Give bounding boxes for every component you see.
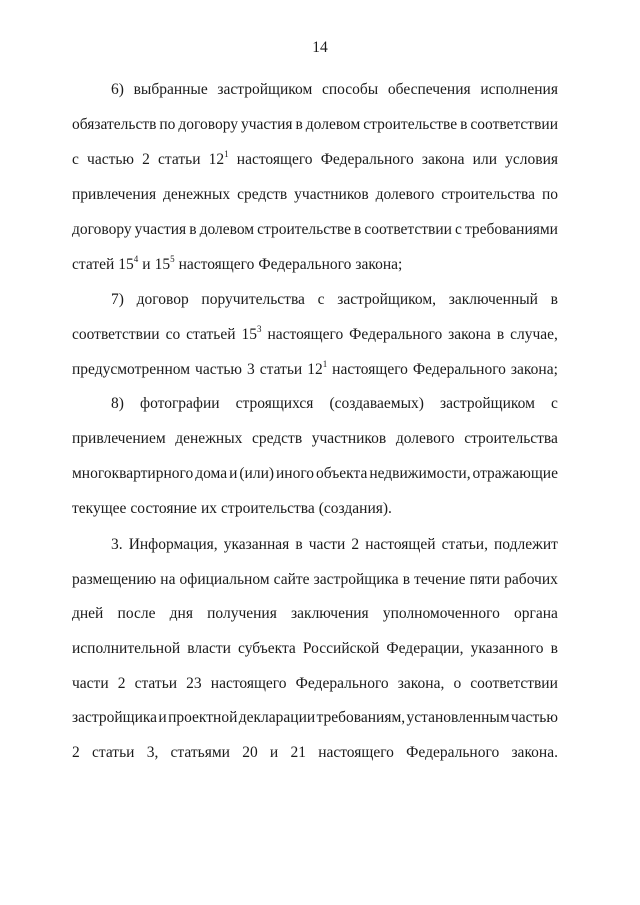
text-line [72, 150, 558, 170]
word: статьями [170, 744, 230, 761]
page-number: 14 [312, 39, 328, 56]
word: в [460, 116, 468, 133]
word: настоящего [332, 361, 408, 378]
word: долевом [199, 221, 255, 238]
word: недвижимости, [369, 465, 471, 482]
word: 3 [247, 361, 255, 378]
word: уполномоченного [382, 605, 500, 622]
text-line [111, 535, 558, 555]
superscript: 1 [224, 148, 229, 159]
word: на [160, 571, 176, 588]
word: проектной [168, 709, 238, 726]
word: закона. [511, 744, 558, 761]
word: застройщиком [217, 81, 313, 98]
word: рабочих [504, 571, 558, 588]
word: (создаваемых) [329, 395, 424, 412]
word: многоквартирного [72, 465, 194, 482]
word: дня [169, 605, 193, 622]
word: частью [195, 361, 243, 378]
word: закона [421, 151, 465, 168]
word: 7) [111, 291, 124, 308]
word: в [189, 221, 197, 238]
word: в [550, 640, 558, 657]
word: частью [87, 151, 135, 168]
word: соответствии [72, 326, 160, 343]
word: участия [241, 116, 293, 133]
superscript: 4 [133, 253, 139, 264]
word: договору [72, 221, 132, 238]
word: в [354, 221, 362, 238]
word: застройщиком, [337, 291, 437, 308]
word: $12^1$ [307, 358, 328, 378]
word: участников [311, 430, 387, 447]
word: соответствии [364, 221, 452, 238]
word: власти [187, 640, 231, 657]
word: статей [72, 256, 115, 273]
text-line [72, 570, 558, 590]
text-line [72, 255, 558, 275]
text-line [72, 639, 558, 659]
word: Федерации, [386, 640, 464, 657]
word: с [72, 151, 79, 168]
word: сайте [273, 571, 310, 588]
word: 2 [142, 151, 150, 168]
word: получения [207, 605, 277, 622]
word: $15^3$ [241, 323, 262, 343]
word: случае, [510, 326, 558, 343]
word: в [550, 291, 558, 308]
word: с [551, 395, 558, 412]
word: официальном [179, 571, 270, 588]
word: состояние [130, 500, 197, 517]
word: закона; [355, 256, 403, 273]
word: строительстве [257, 221, 351, 238]
text-line [72, 185, 558, 205]
word: декларации [238, 709, 316, 726]
word: после [117, 605, 156, 622]
word: по [159, 116, 176, 133]
word: настоящего [236, 151, 313, 168]
word: строительства [221, 500, 315, 517]
word: долевого [375, 186, 435, 203]
word: привлечения [72, 186, 157, 203]
word: 3, [146, 744, 159, 761]
word: с [317, 291, 325, 308]
word: обязательств [72, 116, 157, 133]
word: части [72, 675, 109, 692]
word: 6) [111, 81, 124, 98]
text-line [72, 743, 558, 763]
word: закона; [510, 361, 558, 378]
superscript: 3 [256, 323, 262, 334]
word: настоящего [178, 256, 255, 273]
word: денежных [163, 186, 231, 203]
word: застройщика [72, 709, 158, 726]
word: или [472, 151, 497, 168]
word: $15^4$ [118, 253, 139, 273]
word: дома [195, 465, 228, 482]
word: соответствии [470, 675, 558, 692]
word: объекта [316, 465, 368, 482]
word: текущее [72, 500, 127, 517]
word: настоящего [267, 326, 344, 343]
word: денежных [175, 430, 243, 447]
word: по [541, 186, 558, 203]
word: Федерального [258, 256, 352, 273]
text-line [72, 499, 558, 519]
word: участников [294, 186, 369, 203]
word: указанная [223, 536, 290, 553]
text-line [72, 115, 558, 135]
word: и [142, 256, 151, 273]
word: строительства [441, 186, 536, 203]
word: условия [505, 151, 558, 168]
word: исполнения [480, 81, 558, 98]
word: течение [414, 571, 466, 588]
word: в [295, 536, 303, 553]
text-line [111, 394, 558, 414]
text-line [72, 708, 558, 728]
word: закона [448, 326, 491, 343]
word: органа [514, 605, 558, 622]
word: Информация, [128, 536, 218, 553]
word: 2 [351, 536, 360, 553]
word: настоящего [210, 675, 287, 692]
word: фотографии [140, 395, 220, 412]
word: заключения [291, 605, 369, 622]
word: закона, [397, 675, 445, 692]
word: 8) [111, 395, 124, 412]
word: строящихся [235, 395, 314, 412]
word: отражающие [472, 465, 558, 482]
word: и [229, 465, 238, 482]
word: и [269, 744, 279, 761]
word: застройщика [313, 571, 399, 588]
word: средств [237, 186, 288, 203]
word: статьи [259, 361, 303, 378]
word: (создания). [318, 500, 392, 517]
text-line [111, 290, 558, 310]
word: части [308, 536, 346, 553]
word: Федерального [349, 326, 443, 343]
word: $15^5$ [154, 253, 175, 273]
word: (или) [239, 465, 275, 482]
word: поручительства [201, 291, 305, 308]
word: выбранные [133, 81, 208, 98]
word: соответствии [470, 116, 558, 133]
word: застройщиком [440, 395, 535, 412]
word: Российской [302, 640, 380, 657]
word: пяти [469, 571, 501, 588]
word: требованиям, [316, 709, 406, 726]
word: договору [178, 116, 239, 133]
word: установленным [406, 709, 510, 726]
word: подлежит [494, 536, 558, 553]
word: со [165, 326, 181, 343]
word: обеспечения [387, 81, 471, 98]
word: 21 [290, 744, 306, 761]
word: и [158, 709, 167, 726]
word: Федерального [406, 744, 500, 761]
word: иного [276, 465, 315, 482]
word: требованиями [464, 221, 558, 238]
word: с [455, 221, 462, 238]
word: договор [136, 291, 189, 308]
word: о [453, 675, 462, 692]
word: в [402, 571, 411, 588]
text-line [72, 429, 558, 449]
text-line [72, 674, 558, 694]
text-line [72, 360, 558, 380]
word: статьи, [441, 536, 488, 553]
word: участия [134, 221, 187, 238]
word: строительства [464, 430, 558, 447]
word: размещению [72, 571, 157, 588]
word: дней [72, 605, 104, 622]
word: настоящего [318, 744, 394, 761]
word: долевом [305, 116, 361, 133]
text-line [72, 325, 558, 345]
word: исполнительной [72, 640, 181, 657]
word: настоящей [365, 536, 436, 553]
text-line [111, 80, 558, 100]
text-line [72, 464, 558, 484]
word: долевого [395, 430, 455, 447]
text-line [72, 604, 558, 624]
word: 20 [242, 744, 258, 761]
word: предусмотренном [72, 361, 191, 378]
word: заключенный [448, 291, 538, 308]
word: 2 [72, 744, 80, 761]
word: в [496, 326, 505, 343]
word: привлечением [72, 430, 166, 447]
word: строительстве [363, 116, 458, 133]
word: 3. [111, 536, 123, 553]
word: способы [321, 81, 379, 98]
word: Федерального [295, 675, 389, 692]
word: Федерального [320, 151, 414, 168]
word: в [295, 116, 303, 133]
word: статьи [158, 151, 201, 168]
word: субъекта [238, 640, 296, 657]
word: 2 [117, 675, 126, 692]
word: Федерального [412, 361, 506, 378]
superscript: 5 [170, 253, 175, 264]
word: статьи [91, 744, 135, 761]
text-line [72, 220, 558, 240]
word: указанного [470, 640, 544, 657]
word: статьи [134, 675, 178, 692]
superscript: 1 [322, 358, 328, 369]
word: $12^1$ [208, 148, 229, 168]
word: частью [510, 709, 558, 726]
word: 23 [186, 675, 202, 692]
word: средств [251, 430, 303, 447]
word: статьей [186, 326, 236, 343]
word: их [200, 500, 217, 517]
